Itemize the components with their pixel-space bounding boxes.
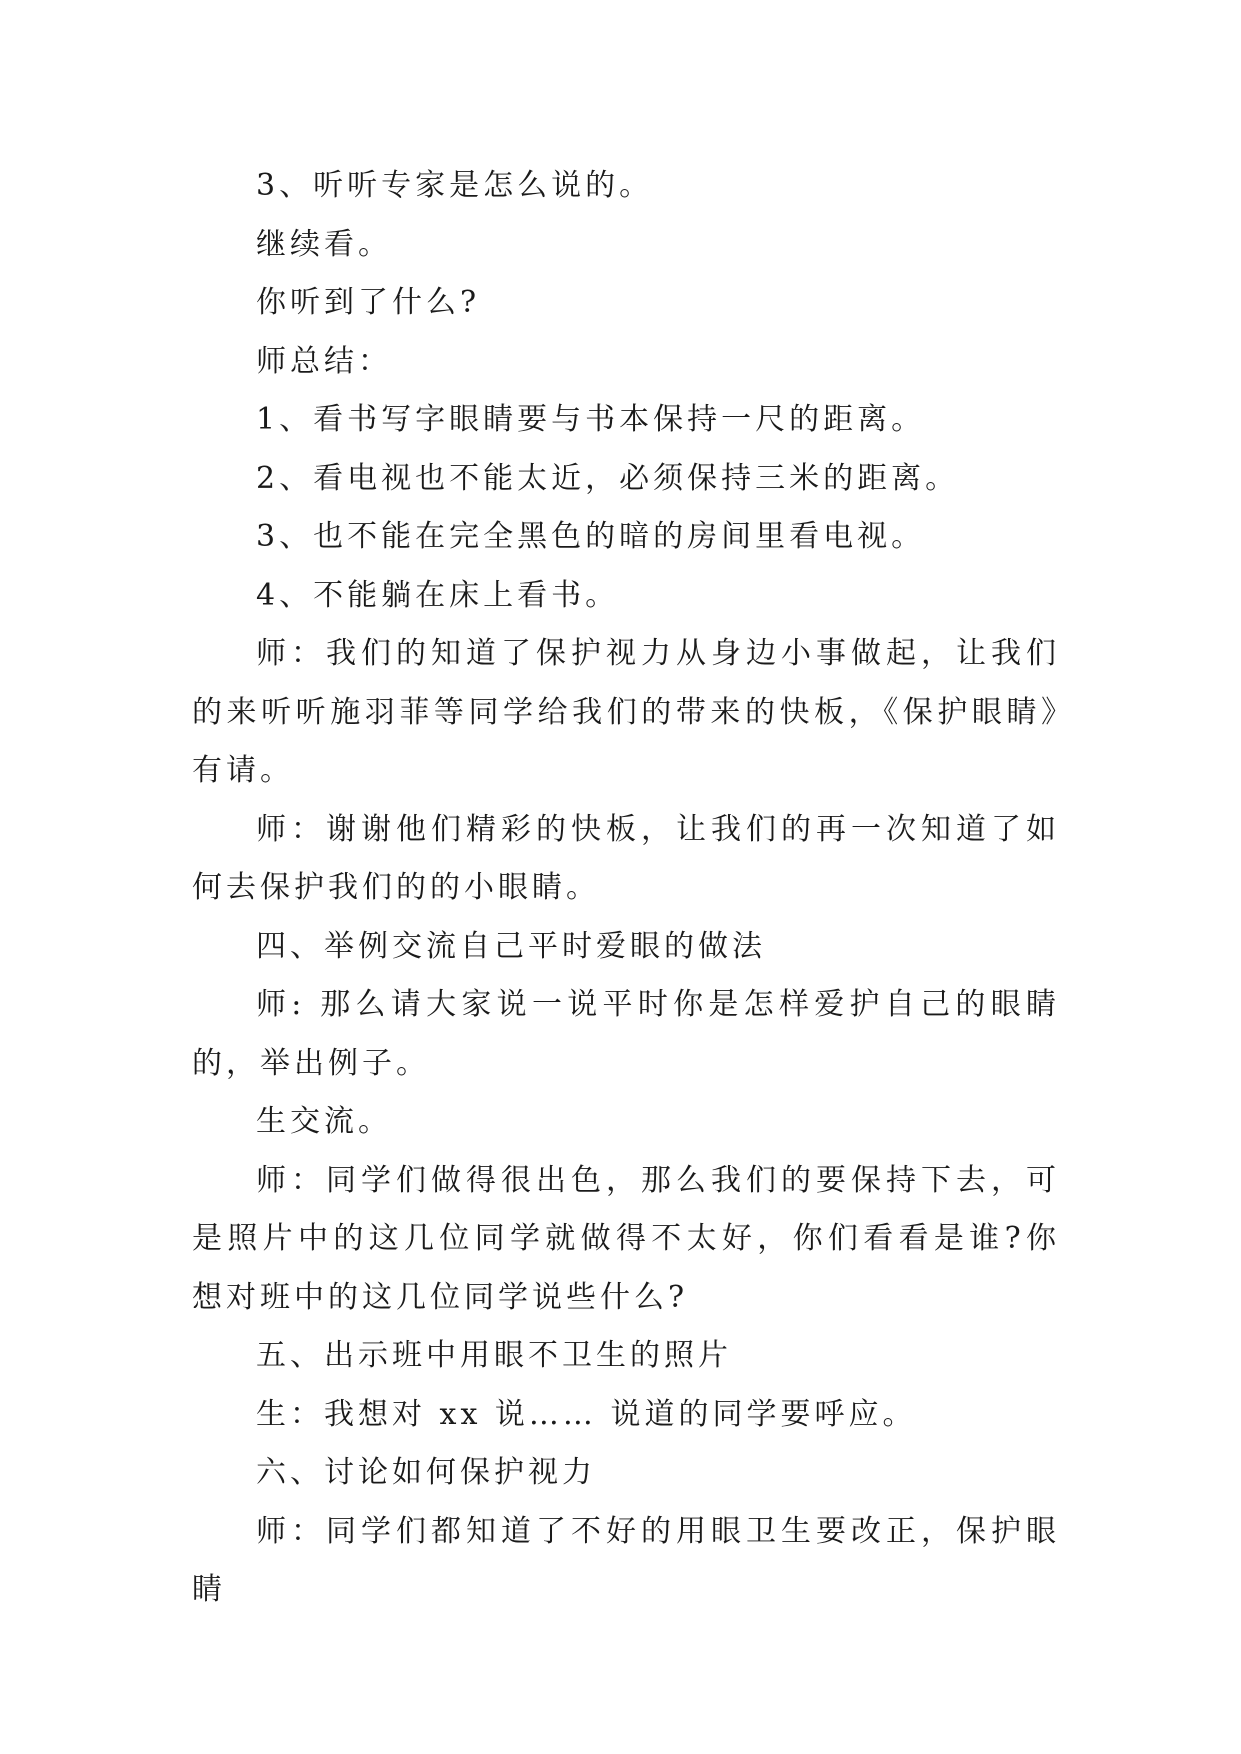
- section-heading: 六、讨论如何保护视力: [256, 1455, 596, 1490]
- paragraph: 3、听听专家是怎么说的。: [256, 168, 654, 203]
- paragraph: 3、也不能在完全黑色的暗的房间里看电视。: [256, 519, 926, 554]
- paragraph: 师：谢谢他们精彩的快板，让我们的再一次知道了如何去保护我们的的小眼睛。: [192, 811, 1060, 905]
- document-body: [192, 157, 1060, 1620]
- paragraph: 2、看电视也不能太近，必须保持三米的距离。: [256, 460, 960, 496]
- paragraph: 师: 那么请大家说一说平时你是怎样爱护自己的眼睛的，举出例子。: [192, 987, 1060, 1081]
- paragraph: 师：我们的知道了保护视力从身边小事做起，让我们的来听听施羽菲等同学给我们的带来的快板，《保护眼睛》有请。: [192, 636, 1060, 788]
- section-heading: 五、出示班中用眼不卫生的照片: [256, 1338, 732, 1373]
- paragraph: 师：同学们都知道了不好的用眼卫生要改正，保护眼睛: [192, 1513, 1060, 1607]
- section-heading: 四、举例交流自己平时爱眼的做法: [256, 928, 766, 964]
- paragraph: 1、看书写字眼睛要与书本保持一尺的距离。: [256, 402, 926, 437]
- paragraph: 生交流。: [256, 1104, 392, 1139]
- paragraph: 生：我想对 xx 说…… 说道的同学要呼应。: [256, 1396, 917, 1432]
- paragraph: 师：同学们做得很出色，那么我们的要保持下去，可是照片中的这几位同学就做得不太好，你们看看是谁?你想对班中的这几位同学说些什么?: [192, 1162, 1060, 1315]
- paragraph: 师总结：: [256, 343, 392, 379]
- paragraph: 你听到了什么?: [256, 285, 481, 320]
- paragraph: 继续看。: [256, 226, 392, 262]
- paragraph: 4、不能躺在床上看书。: [256, 577, 620, 613]
